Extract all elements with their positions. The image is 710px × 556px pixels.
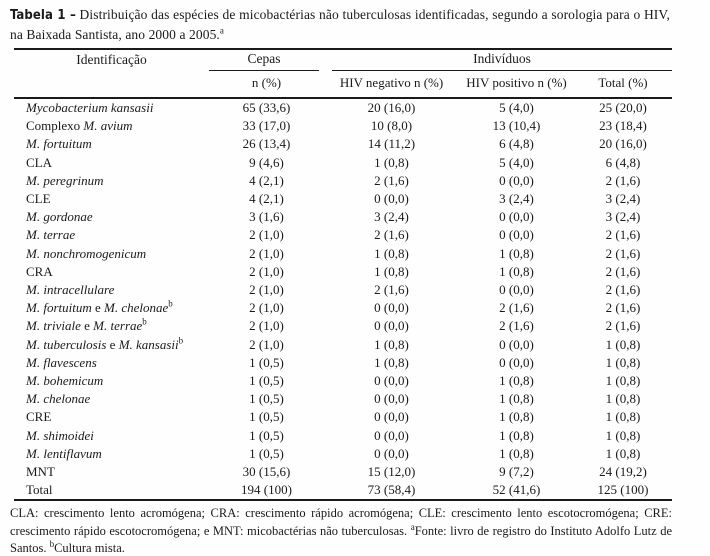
table-title bbox=[10, 5, 670, 44]
header-n-pct: n (%) bbox=[209, 71, 324, 98]
value-cell: 13 (10,4) bbox=[492, 118, 541, 134]
header-group-row bbox=[14, 49, 672, 71]
value-cell: 1 (0,5) bbox=[249, 391, 284, 407]
value-cell: 2 (1,6) bbox=[605, 227, 641, 243]
species-name-part: M. fortuitum bbox=[26, 136, 92, 152]
species-name-cell bbox=[14, 281, 209, 299]
species-name-cell bbox=[14, 299, 209, 317]
species-name-cell bbox=[14, 317, 209, 335]
table-row bbox=[14, 190, 672, 208]
value-cell: 1 (0,8) bbox=[374, 336, 409, 352]
header-total: Total (%) bbox=[574, 71, 672, 98]
value-cell: 3 (2,4) bbox=[374, 209, 409, 225]
species-name-cell bbox=[14, 135, 209, 153]
species-name-part: M. bohemicum bbox=[26, 373, 104, 389]
species-name-cell bbox=[14, 245, 209, 263]
value-cell: 2 (1,6) bbox=[374, 227, 409, 243]
title-footnote-marker-a: a bbox=[219, 25, 225, 36]
value-cell: 1 (0,8) bbox=[605, 409, 641, 425]
species-name-part: Total bbox=[26, 482, 53, 498]
species-name-cell bbox=[14, 263, 209, 281]
value-cell: 3 (2,4) bbox=[499, 191, 534, 207]
value-cell: 1 (0,8) bbox=[499, 263, 534, 279]
value-cell: 1 (0,8) bbox=[499, 245, 534, 261]
value-cell: 73 (58,4) bbox=[367, 482, 416, 498]
species-name-part: M. shimoidei bbox=[26, 427, 94, 443]
footnote-abbreviations: CLA: crescimento lento acromógena; CRA: crescimento rápido acromógena; CLE: crescimento lento escotocromógena; CRE: crescimento rápido escotocromógena; e MNT: micobactérias não tuberculosas. bbox=[10, 506, 672, 538]
species-name-part: M. chelonae bbox=[104, 300, 169, 316]
value-cell: 1 (0,5) bbox=[249, 445, 284, 461]
species-name-cell bbox=[14, 481, 209, 500]
species-name-part: CRE bbox=[26, 409, 52, 425]
species-name-part: CLA bbox=[26, 154, 52, 170]
species-name-part: M. avium bbox=[83, 118, 133, 134]
value-cell: 1 (0,8) bbox=[499, 427, 534, 443]
header-hiv-positivo: HIV positivo n (%) bbox=[459, 71, 574, 98]
footnote-marker-b: b bbox=[142, 317, 147, 328]
value-cell: 1 (0,8) bbox=[499, 445, 534, 461]
value-cell: 1 (0,8) bbox=[499, 373, 534, 389]
value-cell: 0 (0,0) bbox=[499, 227, 534, 243]
value-cell: 1 (0,5) bbox=[249, 427, 284, 443]
value-cell: 2 (1,6) bbox=[605, 300, 641, 316]
footnote-source: Fonte: livro de registro do Instituto Adolfo Lutz de Santos. bbox=[10, 523, 672, 556]
value-cell: 0 (0,0) bbox=[499, 209, 534, 225]
value-cell: 6 (4,8) bbox=[605, 154, 641, 170]
value-cell: 1 (0,8) bbox=[374, 263, 409, 279]
table-row bbox=[14, 281, 672, 299]
species-name-part: CLE bbox=[26, 191, 51, 207]
value-cell: 0 (0,0) bbox=[374, 409, 409, 425]
value-cell: 23 (18,4) bbox=[599, 118, 647, 134]
value-cell: 0 (0,0) bbox=[499, 354, 534, 370]
value-cell: 2 (1,6) bbox=[605, 318, 641, 334]
species-name-part: M. fortuitum bbox=[26, 300, 92, 316]
species-name-cell bbox=[14, 427, 209, 445]
footnote-mixed-culture: Cultura mista. bbox=[54, 541, 125, 556]
table-row bbox=[14, 245, 672, 263]
value-cell: 33 (17,0) bbox=[242, 118, 291, 134]
species-name-cell bbox=[14, 354, 209, 372]
footnote-marker-b: b bbox=[49, 539, 55, 550]
species-name-part: e bbox=[106, 336, 119, 352]
species-name-part: M. flavescens bbox=[26, 354, 97, 370]
value-cell: 2 (1,6) bbox=[605, 172, 641, 188]
value-cell: 9 (4,6) bbox=[249, 154, 284, 170]
species-name-part: Complexo bbox=[26, 118, 84, 134]
species-name-cell bbox=[14, 390, 209, 408]
species-name-part: M. kansasii bbox=[118, 336, 179, 352]
header-group-individuos bbox=[324, 49, 672, 71]
value-cell: 1 (0,8) bbox=[499, 409, 534, 425]
value-cell: 1 (0,8) bbox=[374, 245, 409, 261]
species-name-part: M. terrae bbox=[26, 227, 76, 243]
value-cell: 5 (4,0) bbox=[499, 154, 534, 170]
table-row bbox=[14, 263, 672, 281]
value-cell: 20 (16,0) bbox=[599, 136, 647, 152]
value-cell: 0 (0,0) bbox=[499, 172, 534, 188]
value-cell: 0 (0,0) bbox=[374, 391, 409, 407]
value-cell: 2 (1,0) bbox=[249, 336, 284, 352]
table-row bbox=[14, 299, 672, 317]
value-cell: 2 (1,0) bbox=[249, 282, 284, 298]
table-number-label: Tabela 1 – bbox=[10, 8, 76, 23]
value-cell: 2 (1,0) bbox=[249, 227, 284, 243]
table-row bbox=[14, 208, 672, 226]
value-cell: 2 (1,6) bbox=[605, 263, 641, 279]
value-cell: 52 (41,6) bbox=[492, 482, 541, 498]
value-cell: 9 (7,2) bbox=[499, 464, 534, 480]
table-header bbox=[14, 49, 672, 98]
species-name-cell bbox=[14, 445, 209, 463]
species-name-part: M. chelonae bbox=[26, 391, 91, 407]
table-row bbox=[14, 445, 672, 463]
table-title-text: Distribuição das espécies de micobactérias não tuberculosas identificadas, segundo a sorologia para o HIV, na Baixada Santista, ano 2000 a 2005. bbox=[10, 7, 670, 42]
species-name-cell bbox=[14, 154, 209, 172]
value-cell: 3 (1,6) bbox=[249, 209, 284, 225]
value-cell: 20 (16,0) bbox=[367, 100, 416, 115]
value-cell: 1 (0,8) bbox=[605, 354, 641, 370]
table-row bbox=[14, 390, 672, 408]
value-cell: 2 (1,6) bbox=[374, 282, 409, 298]
table-row bbox=[14, 408, 672, 426]
header-group-cepas bbox=[209, 49, 324, 71]
value-cell: 30 (15,6) bbox=[242, 464, 291, 480]
value-cell: 2 (1,6) bbox=[374, 172, 409, 188]
species-name-part: M. triviale bbox=[26, 318, 81, 334]
value-cell: 194 (100) bbox=[241, 482, 292, 498]
value-cell: 0 (0,0) bbox=[374, 373, 409, 389]
value-cell: 1 (0,5) bbox=[249, 373, 284, 389]
value-cell: 2 (1,0) bbox=[249, 245, 284, 261]
value-cell: 2 (1,0) bbox=[249, 300, 284, 316]
value-cell: 0 (0,0) bbox=[374, 191, 409, 207]
value-cell: 10 (8,0) bbox=[370, 118, 413, 134]
species-name-part: M. intracellulare bbox=[26, 282, 115, 298]
table-row bbox=[14, 226, 672, 244]
value-cell: 14 (11,2) bbox=[367, 136, 416, 152]
header-identificacao: Identificação bbox=[14, 49, 209, 98]
value-cell: 1 (0,8) bbox=[605, 445, 641, 461]
species-name-part: M. tuberculosis bbox=[26, 336, 107, 352]
table-body bbox=[14, 98, 672, 500]
table-row bbox=[14, 354, 672, 372]
value-cell: 4 (2,1) bbox=[249, 172, 284, 188]
value-cell: 2 (1,6) bbox=[605, 282, 641, 298]
species-name-cell bbox=[14, 336, 209, 354]
value-cell: 3 (2,4) bbox=[605, 191, 641, 207]
value-cell: 0 (0,0) bbox=[374, 427, 409, 443]
table-row bbox=[14, 317, 672, 335]
value-cell: 1 (0,8) bbox=[605, 427, 641, 443]
species-name-part: M. gordonae bbox=[26, 209, 93, 225]
table-row bbox=[14, 172, 672, 190]
value-cell: 0 (0,0) bbox=[374, 445, 409, 461]
header-hiv-negativo: HIV negativo n (%) bbox=[324, 71, 459, 98]
value-cell: 0 (0,0) bbox=[499, 282, 534, 298]
header-individuos-label: Indivíduos bbox=[332, 50, 672, 71]
value-cell: 5 (4,0) bbox=[499, 100, 534, 115]
value-cell: 24 (19,2) bbox=[599, 464, 647, 480]
value-cell: 3 (2,4) bbox=[605, 209, 641, 225]
species-name-part: Mycobacterium kansasii bbox=[26, 100, 154, 115]
species-name-cell bbox=[14, 190, 209, 208]
species-name-cell bbox=[14, 463, 209, 481]
species-name-cell bbox=[14, 172, 209, 190]
footnote-marker-b: b bbox=[168, 298, 173, 309]
value-cell: 0 (0,0) bbox=[374, 300, 409, 316]
table-row bbox=[14, 463, 672, 481]
value-cell: 1 (0,8) bbox=[605, 373, 641, 389]
species-name-part: e bbox=[80, 318, 94, 334]
footnote-marker-b: b bbox=[178, 335, 184, 346]
value-cell: 0 (0,0) bbox=[499, 336, 534, 352]
value-cell: 1 (0,8) bbox=[374, 354, 409, 370]
value-cell: 15 (12,0) bbox=[367, 464, 416, 480]
table-row bbox=[14, 336, 672, 354]
species-name-cell bbox=[14, 208, 209, 226]
species-name-cell bbox=[14, 117, 209, 135]
species-name-part: M. terrae bbox=[93, 318, 143, 334]
table-row bbox=[14, 481, 672, 500]
value-cell: 1 (0,8) bbox=[605, 391, 641, 407]
value-cell: 2 (1,0) bbox=[249, 318, 284, 334]
table-row bbox=[14, 154, 672, 172]
value-cell: 0 (0,0) bbox=[374, 318, 409, 334]
value-cell: 26 (13,4) bbox=[242, 136, 291, 152]
value-cell: 1 (0,5) bbox=[249, 354, 284, 370]
value-cell: 4 (2,1) bbox=[249, 191, 284, 207]
table-row bbox=[14, 117, 672, 135]
value-cell: 2 (1,0) bbox=[249, 263, 284, 279]
data-table bbox=[14, 48, 672, 501]
value-cell: 2 (1,6) bbox=[499, 318, 534, 334]
value-cell: 1 (0,5) bbox=[249, 409, 284, 425]
value-cell: 25 (20,0) bbox=[599, 100, 647, 115]
value-cell: 65 (33,6) bbox=[242, 100, 291, 115]
species-name-cell bbox=[14, 372, 209, 390]
footnote bbox=[10, 505, 672, 556]
species-name-cell bbox=[14, 226, 209, 244]
value-cell: 1 (0,8) bbox=[605, 336, 641, 352]
species-name-part: CRA bbox=[26, 263, 53, 279]
footnote-marker-a: a bbox=[410, 521, 415, 532]
table-row bbox=[14, 98, 672, 117]
species-name-part: M. lentiflavum bbox=[26, 445, 102, 461]
value-cell: 1 (0,8) bbox=[374, 154, 409, 170]
value-cell: 1 (0,8) bbox=[499, 391, 534, 407]
species-name-part: MNT bbox=[26, 464, 55, 480]
species-name-part: e bbox=[91, 300, 105, 316]
species-name-cell bbox=[14, 98, 209, 117]
value-cell: 2 (1,6) bbox=[499, 300, 534, 316]
value-cell: 6 (4,8) bbox=[499, 136, 534, 152]
header-cepas-label: Cepas bbox=[209, 50, 319, 71]
value-cell: 125 (100) bbox=[597, 482, 649, 498]
species-name-part: M. nonchromogenicum bbox=[26, 245, 147, 261]
value-cell: 2 (1,6) bbox=[605, 245, 641, 261]
species-name-part: M. peregrinum bbox=[26, 172, 104, 188]
table-row bbox=[14, 372, 672, 390]
table-row bbox=[14, 135, 672, 153]
table-row bbox=[14, 427, 672, 445]
species-name-cell bbox=[14, 408, 209, 426]
